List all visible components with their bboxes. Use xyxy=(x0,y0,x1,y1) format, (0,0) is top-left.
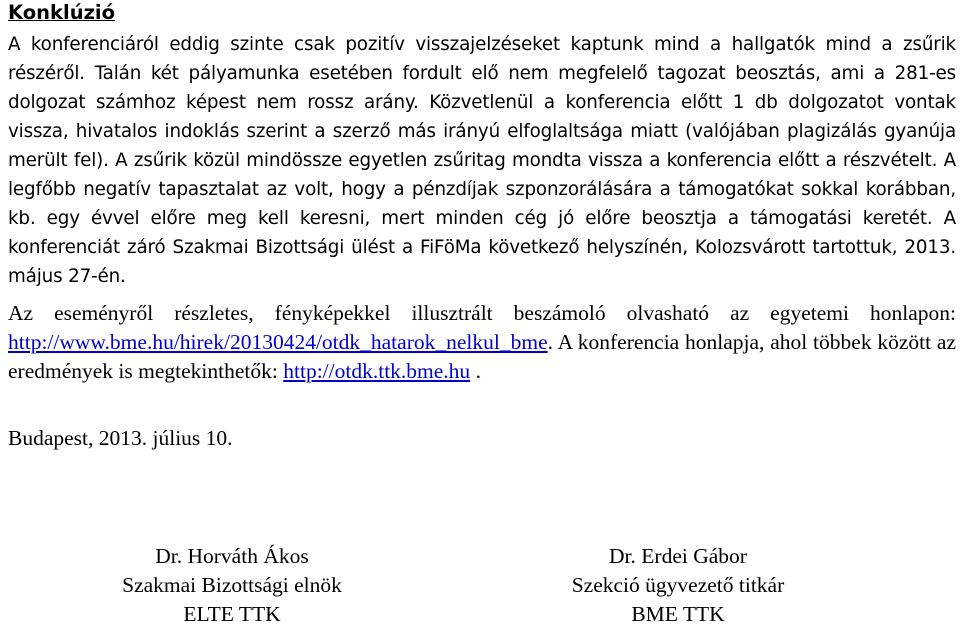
section-heading: Konklúzió xyxy=(8,1,116,24)
signer-role: Szekció ügyvezető titkár xyxy=(571,573,785,597)
conclusion-paragraph: A konferenciáról eddig szinte csak pozitív visszajelzéseket kaptunk mind a hallgatók mind a zsűrik részéről. Talán két pályamunka esetében fordult elő nem megfelelő tagozat beosztás, ami a 281-es dolgozat számhoz képest nem rossz arány. Közvetlenül a konferencia előtt 1 db dolgozatot vontak vissza, hivatalos indoklás szerint a szerző más irányú elfoglaltsága miatt (valójában plagizálás gyanúja merült fel). A zsűrik közül mindössze egyetlen zsűritag mondta vissza a konferencia előtt a részvételt. A legfőbb negatív tapasztalat az volt, hogy a pénzdíjak szponzorálására a támogatókat sokkal korábban, kb. egy évvel előre meg kell keresni, mert minden cég jó előre beosztja a támogatási keretét. A konferenciát záró Szakmai Bizottsági ülést a FiFöMa következő helyszínén, Kolozsvárott tartottuk, 2013. május 27-én. xyxy=(8,34,956,287)
signature-left xyxy=(82,542,382,629)
signature-right xyxy=(528,542,828,629)
report-paragraph xyxy=(8,299,956,386)
signer-name: Dr. Horváth Ákos xyxy=(155,544,309,568)
conference-website-link[interactable]: http://otdk.ttk.bme.hu xyxy=(283,359,471,383)
signer-organization: BME TTK xyxy=(631,602,725,626)
date-line: Budapest, 2013. július 10. xyxy=(8,426,233,450)
signer-organization: ELTE TTK xyxy=(183,602,281,626)
report-middle-text: . A konferencia honlapja, ahol többek között az eredmények is megtekinthetők: xyxy=(8,330,956,383)
report-end-text: . xyxy=(470,359,481,383)
news-article-link[interactable]: http://www.bme.hu/hirek/20130424/otdk_hatarok_nelkul_bme xyxy=(8,330,548,354)
report-intro-text: Az eseményről részletes, fényképekkel illusztrált beszámoló olvasható az egyetemi honlapon: xyxy=(8,301,956,325)
signer-name: Dr. Erdei Gábor xyxy=(609,544,747,568)
signer-role: Szakmai Bizottsági elnök xyxy=(122,573,342,597)
document-page xyxy=(8,0,956,386)
